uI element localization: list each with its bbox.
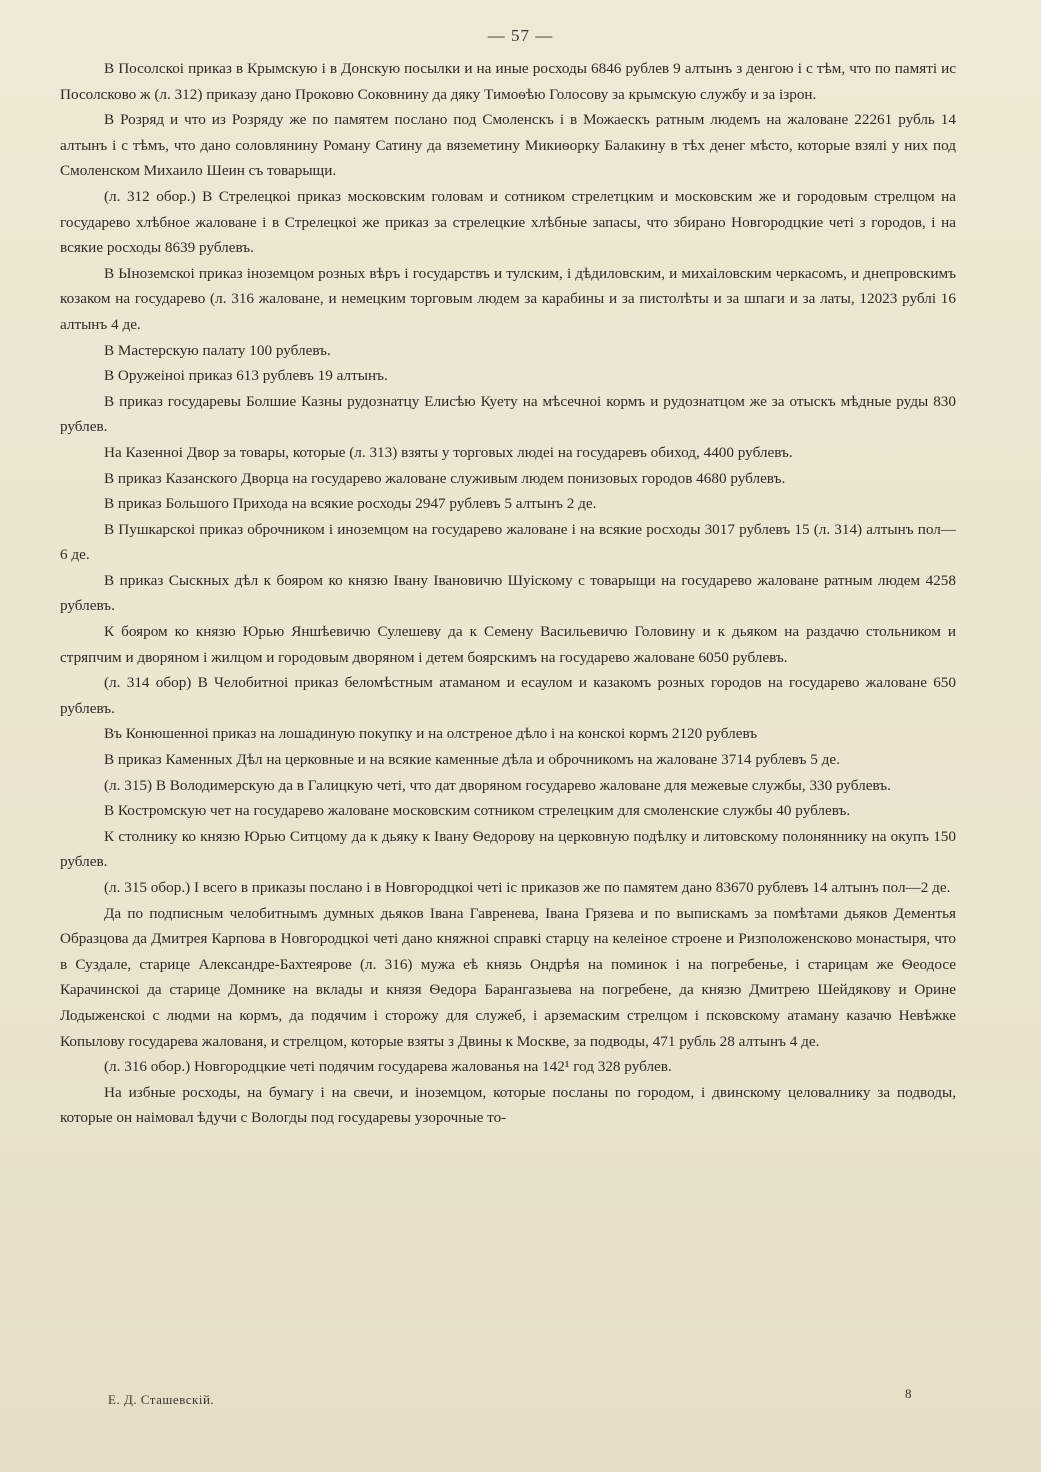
page-number: — 57 — xyxy=(487,26,554,45)
paragraph: В приказ государевы Болшие Казны рудознатцу Елисѣю Куету на мѣсечноi кормъ и рудознатцом же за отыскъ мѣдные руды 830 рублев. xyxy=(60,392,956,436)
paragraph: В приказ Казанского Дворца на государево жаловане служивым людем понизовых городов 4680 рублевъ. xyxy=(104,469,786,487)
paragraph: (л. 314 обор) В Челобитноi приказ беломѣстным атаманом и есаулом и казакомъ розных городов на государево жаловане 650 рублевъ. xyxy=(60,674,956,717)
paragraph: В Мастерскую палату 100 рублевъ. xyxy=(104,341,331,359)
paragraph: В Посолскоі приказ в Крымскую і в Донскую посылки и на иные росходы 6846 рублев 9 алтынъ з денгою і с тѣм, что по памяті ис Посолсково ж (л. 312) приказу дано Проковю Соковнину да дяку Тимоѳѣю Голосову за крымскую службу и за ізрон. xyxy=(60,60,956,103)
paragraph: (л. 312 обор.) В Стрелецкоі приказ московским головам и сотником стрелетцким и московским же и городовым стрелцом на государево хлѣбное жаловане і в Стрелецкоі же приказ за стрелецкие хлѣбные запасы, что збирано Новгородцкие четі з городов, і на всякие росходы 8639 рублевъ. xyxy=(60,187,956,257)
paragraph: К столнику ко князю Юрью Ситцому да к дьяку к Івану Ѳедорову на церковную подѣлку и литовскому полоняннику на окупъ 150 рублев. xyxy=(60,827,956,871)
paragraph: В приказ Большого Прихода на всякие росходы 2947 рублевъ 5 алтынъ 2 де. xyxy=(104,495,597,513)
paragraph: В приказ Каменных Дѣл на церковные и на всякие каменные дѣла и оброчникомъ на жаловане 3714 рублевъ 5 де. xyxy=(104,751,840,769)
paragraph: Въ Конюшенноi приказ на лошадиную покупку и на олстреное дѣло і на конскоi кормъ 2120 рублевъ xyxy=(104,725,758,743)
paragraph: (л. 315) В Володимерскую да в Галицкую четі, что дат дворяном государево жаловане для межевые службы, 330 рублевъ. xyxy=(104,776,891,794)
paragraph: Да по подписным челобитнымъ думных дьяков Івана Гавренева, Івана Грязева и по выпискамъ за помѣтами дьяков Дементья Образцова да Дмитрея Карпова в Новгородцкоi четі дано княжноi справкі старцу на келеiное строене и Ризположенсково монастыря, что в Суздале, старице Александре-Бахтеярове (л. 316) мужа еѣ князь Ондрѣя на поминок і на погребенье, і старицам же Ѳеодосе Карачинскоi да старице Домнике на вклады и князя Ѳедора Барангазыева на погребене, да князю Дмитрею Шейдякову и Орине Лодыженскоi с людми на кормъ, да подячим і сторожу для служеб, і арземаским стрелцом і псковскому атаману казачю Невѣжке Копылову государева жалованя, и стрелцом, которые взяты з Двины к Москве, за подводы, 471 рубль 28 алтынъ 4 де. xyxy=(60,904,956,1050)
body-text xyxy=(60,56,956,1131)
paragraph: В Ыноземскоі приказ іноземцом розных вѣръ і государствъ и тулским, і дѣдиловским, и михаiловским черкасомъ, и днепровскимъ козаком на государево (л. 316 жаловане, и немецким торговым людем за карабины и за пистолѣты и за шпаги и за латы, 12023 рублі 16 алтынъ 4 де. xyxy=(60,264,956,333)
paragraph: В Пушкарскоi приказ оброчником і иноземцом на государево жаловане і на всякие росходы 3017 рублевъ 15 (л. 314) алтынъ пол—6 де. xyxy=(60,520,956,564)
paragraph: На Казенноi Двор за товары, которые (л. 313) взяты у торговых людеi на государевъ обиход, 4400 рублевъ. xyxy=(104,443,793,461)
paragraph: В приказ Сыскных дѣл к бояром ко князю Івану Івановичю Шуiскому с товарыщи на государево жаловане ратным людем 4258 рублевъ. xyxy=(60,571,956,615)
paragraph: На избные росходы, на бумагу і на свечи, и іноземцом, которые посланы по городом, і двинскому целовалнику за подводы, которые он наiмовал ѣдучи с Вологды под государевы узорочные то- xyxy=(60,1083,956,1127)
paragraph: В Оружеiноi приказ 613 рублевъ 19 алтынъ. xyxy=(104,367,388,385)
paragraph: (л. 316 обор.) Новгородцкие четі подячим государева жалованья на 142¹ год 328 рублев. xyxy=(104,1058,672,1076)
paragraph: В Розряд и что из Розряду же по памятем послано под Смоленскъ і в Можаескъ ратным людемъ на жаловане 22261 рубль 14 алтынъ і с тѣмъ, что дано соловлянину Роману Сатину да вяземетину Микиѳорку Балакину в тѣх денег мѣсто, которые взялі у них под Смоленском Михаило Шеин съ товарыщи. xyxy=(60,111,956,180)
paragraph: К бояром ко князю Юрью Яншѣевичю Сулешеву да к Семену Васильевичю Головину и к дьяком на раздачю стольником и стряпчим и дворяном і жилцом и городовым дворяном і детем боярскимъ на государево жаловане 6050 рублевъ. xyxy=(60,623,956,666)
paragraph: В Костромскую чет на государево жаловане московским сотником стрелецким для смоленские службы 40 рублевъ. xyxy=(104,802,851,820)
sheet-number: 8 xyxy=(905,1386,912,1401)
footer-signature: Е. Д. Сташевскiй. xyxy=(108,1392,215,1407)
paragraph: (л. 315 обор.) І всего в приказы послано і в Новгородцкоi четі іс приказов же по памятем дано 83670 рублевъ 14 алтынъ пол—2 де. xyxy=(104,879,951,896)
